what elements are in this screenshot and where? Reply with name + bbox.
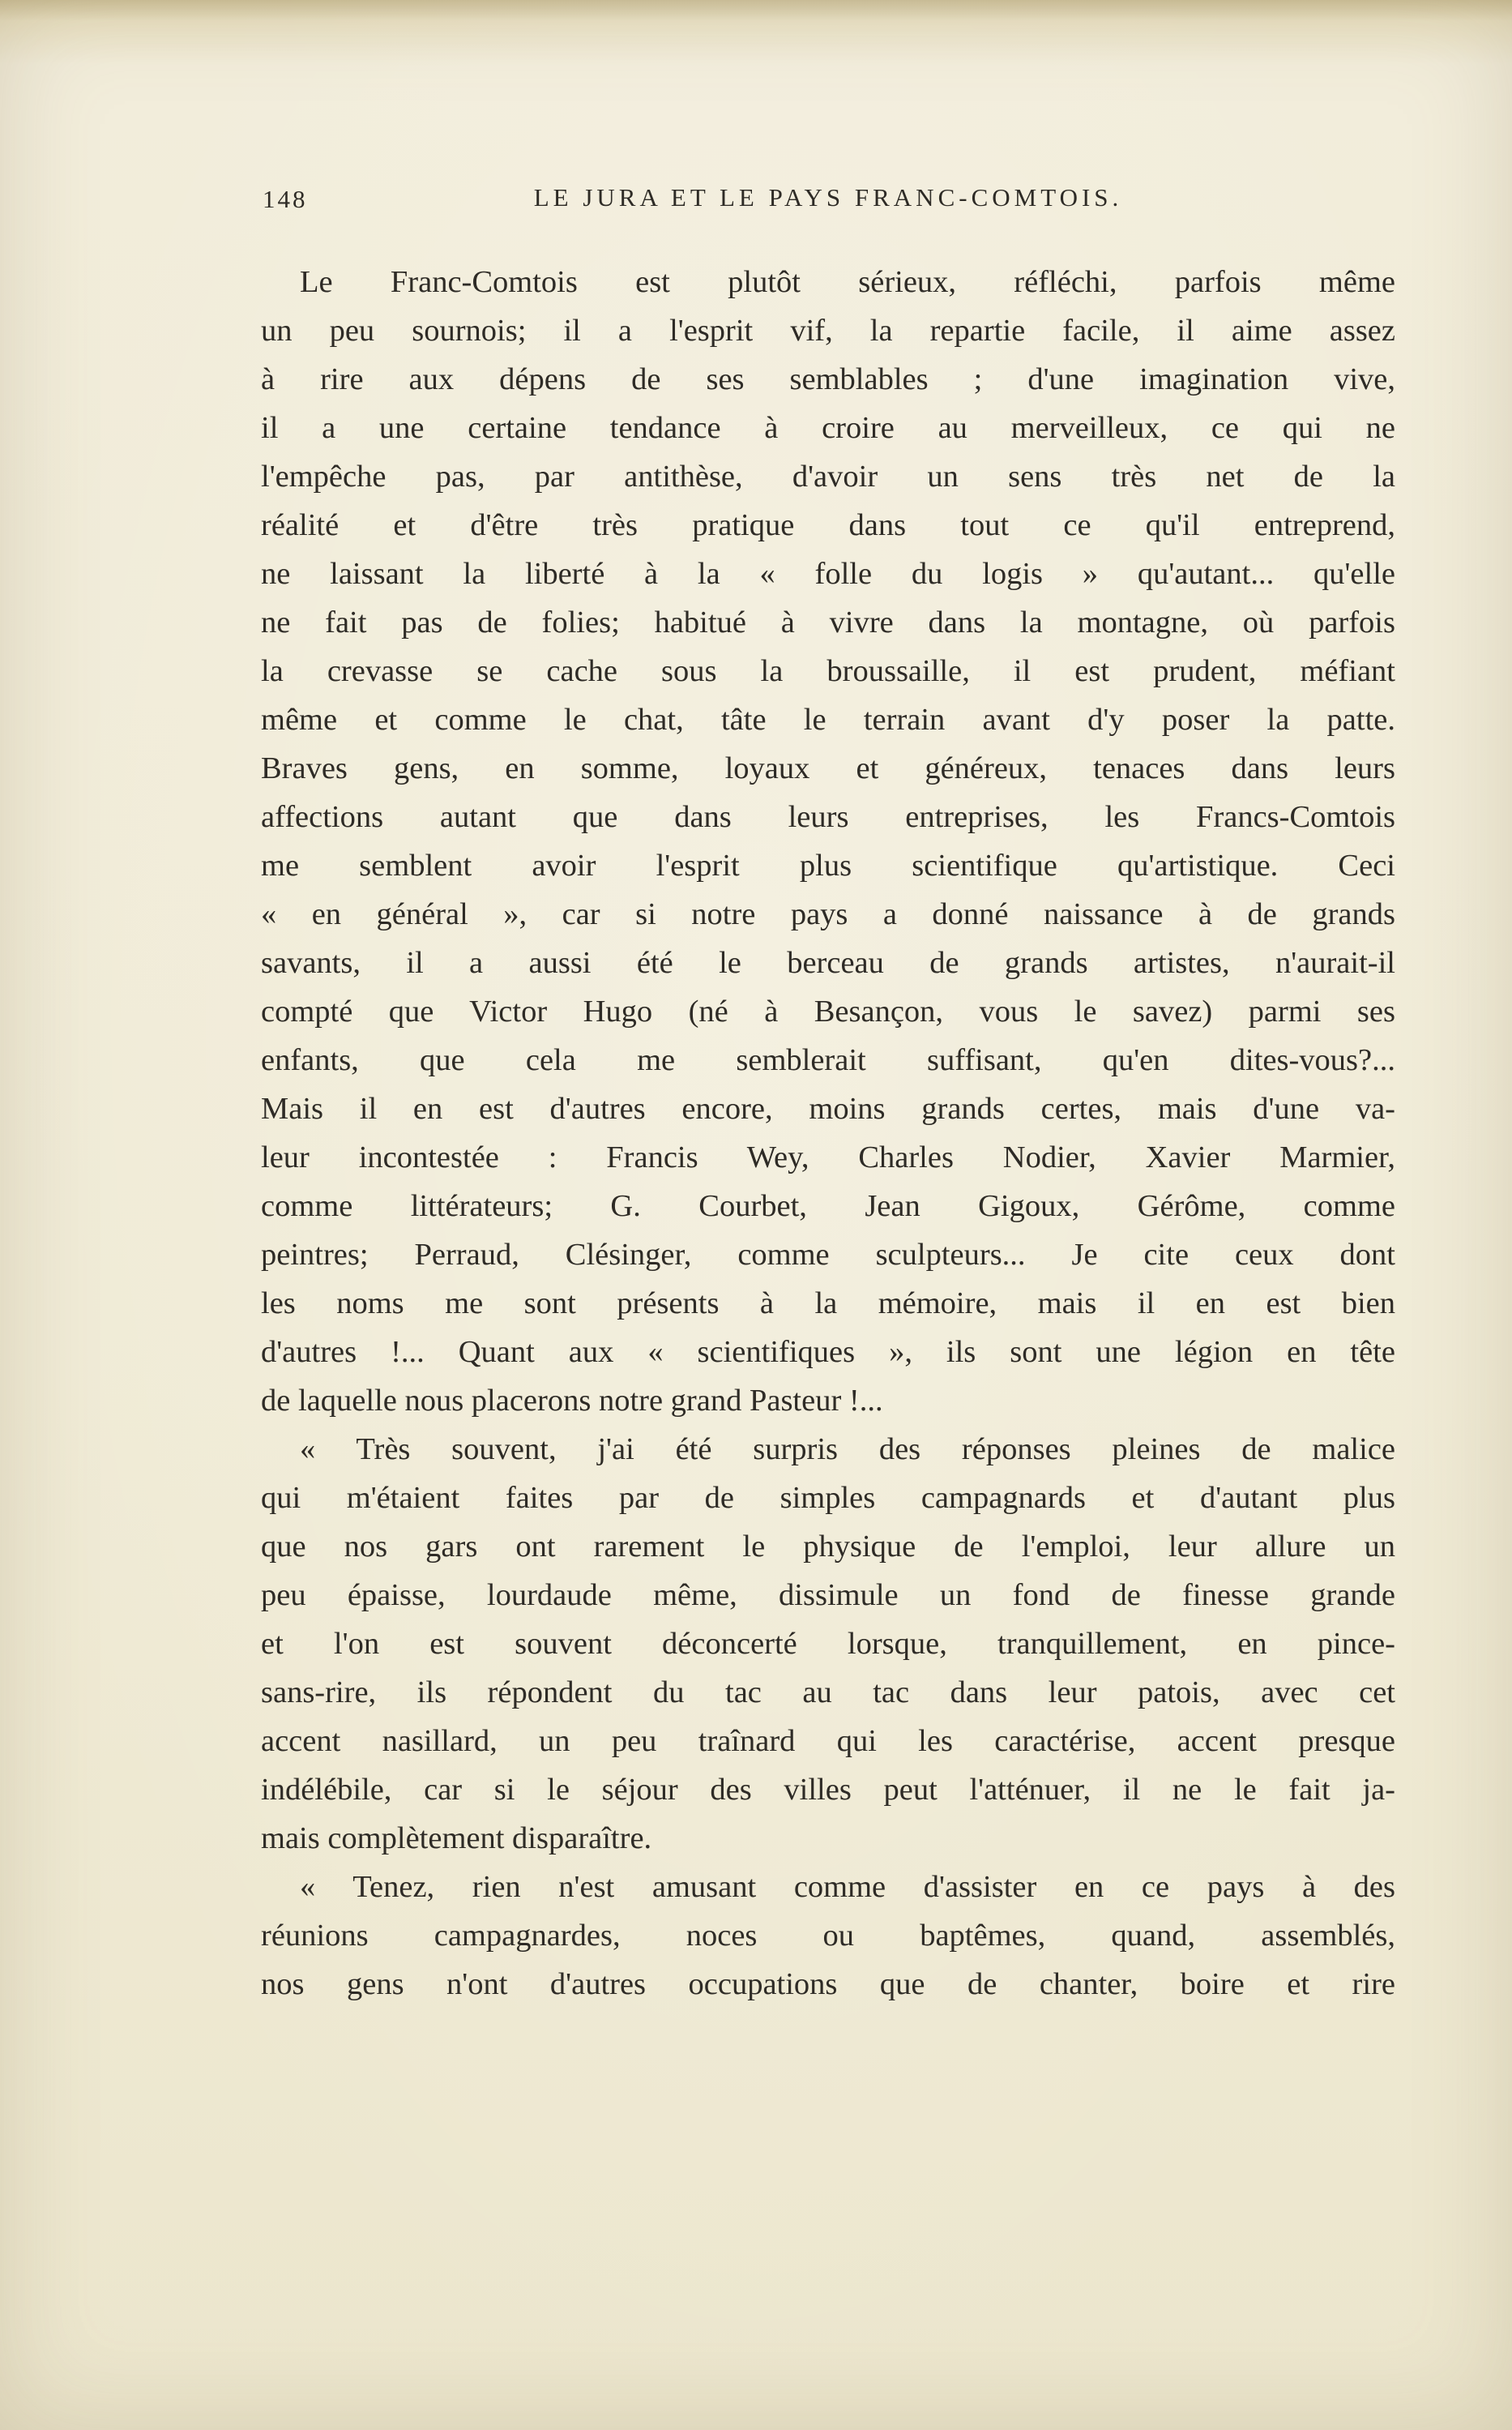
- text-line: de laquelle nous placerons notre grand Pasteur !...: [261, 1384, 883, 1418]
- text-line: « Très souvent, j'ai été surpris des réponses pleines de malice: [300, 1432, 1395, 1466]
- text-line: à rire aux dépens de ses semblables ; d'une imagination vive,: [261, 362, 1395, 396]
- text-line: que nos gars ont rarement le physique de l'emploi, leur allure un: [261, 1529, 1395, 1564]
- text-line: comme littérateurs; G. Courbet, Jean Gigoux, Gérôme, comme: [261, 1189, 1395, 1223]
- text-line: un peu sournois; il a l'esprit vif, la repartie facile, il aime assez: [261, 314, 1395, 348]
- text-line: Braves gens, en somme, loyaux et généreux, tenaces dans leurs: [261, 751, 1395, 785]
- text-line: réunions campagnardes, noces ou baptêmes, quand, assemblés,: [261, 1919, 1395, 1953]
- text-line: et l'on est souvent déconcerté lorsque, tranquillement, en pince-: [261, 1627, 1395, 1661]
- text-block: [261, 258, 1395, 2009]
- text-line: même et comme le chat, tâte le terrain avant d'y poser la patte.: [261, 703, 1395, 737]
- scan-edge-shading: [0, 0, 1512, 21]
- text-line: réalité et d'être très pratique dans tout ce qu'il entreprend,: [261, 508, 1395, 542]
- text-line: peu épaisse, lourdaude même, dissimule un fond de finesse grande: [261, 1578, 1395, 1612]
- text-line: leur incontestée : Francis Wey, Charles Nodier, Xavier Marmier,: [261, 1140, 1395, 1174]
- text-line: mais complètement disparaître.: [261, 1821, 652, 1855]
- text-line: accent nasillard, un peu traînard qui les caractérise, accent presque: [261, 1724, 1395, 1758]
- text-line: me semblent avoir l'esprit plus scientifique qu'artistique. Ceci: [261, 849, 1395, 883]
- text-line: « Tenez, rien n'est amusant comme d'assister en ce pays à des: [300, 1870, 1395, 1904]
- text-line: ne laissant la liberté à la « folle du logis » qu'autant... qu'elle: [261, 557, 1395, 591]
- text-line: savants, il a aussi été le berceau de grands artistes, n'aurait-il: [261, 946, 1395, 980]
- text-line: « en général », car si notre pays a donné naissance à de grands: [261, 897, 1395, 931]
- text-line: affections autant que dans leurs entreprises, les Francs-Comtois: [261, 800, 1395, 834]
- text-line: ne fait pas de folies; habitué à vivre dans la montagne, où parfois: [261, 605, 1395, 640]
- running-title: LE JURA ET LE PAYS FRANC-COMTOIS.: [533, 183, 1123, 212]
- text-line: indélébile, car si le séjour des villes peut l'atténuer, il ne le fait ja-: [261, 1773, 1395, 1807]
- text-line: d'autres !... Quant aux « scientifiques », ils sont une légion en tête: [261, 1335, 1395, 1369]
- paragraph: [261, 258, 1395, 1425]
- text-line: qui m'étaient faites par de simples campagnards et d'autant plus: [261, 1481, 1395, 1515]
- text-line: les noms me sont présents à la mémoire, mais il en est bien: [261, 1286, 1395, 1320]
- text-line: compté que Victor Hugo (né à Besançon, vous le savez) parmi ses: [261, 995, 1395, 1029]
- text-line: la crevasse se cache sous la broussaille, il est prudent, méfiant: [261, 654, 1395, 688]
- text-line: il a une certaine tendance à croire au merveilleux, ce qui ne: [261, 411, 1395, 445]
- paragraph: [261, 1863, 1395, 2009]
- text-line: Mais il en est d'autres encore, moins grands certes, mais d'une va-: [261, 1092, 1395, 1126]
- text-line: sans-rire, ils répondent du tac au tac dans leur patois, avec cet: [261, 1675, 1395, 1709]
- paragraph: [261, 1425, 1395, 1863]
- text-line: nos gens n'ont d'autres occupations que de chanter, boire et rire: [261, 1967, 1395, 2001]
- page-header: [261, 183, 1395, 222]
- page-number: 148: [263, 185, 308, 213]
- text-line: peintres; Perraud, Clésinger, comme sculpteurs... Je cite ceux dont: [261, 1238, 1395, 1272]
- text-line: enfants, que cela me semblerait suffisant, qu'en dites-vous?...: [261, 1043, 1395, 1077]
- text-line: l'empêche pas, par antithèse, d'avoir un sens très net de la: [261, 460, 1395, 494]
- text-line: Le Franc-Comtois est plutôt sérieux, réfléchi, parfois même: [300, 265, 1395, 299]
